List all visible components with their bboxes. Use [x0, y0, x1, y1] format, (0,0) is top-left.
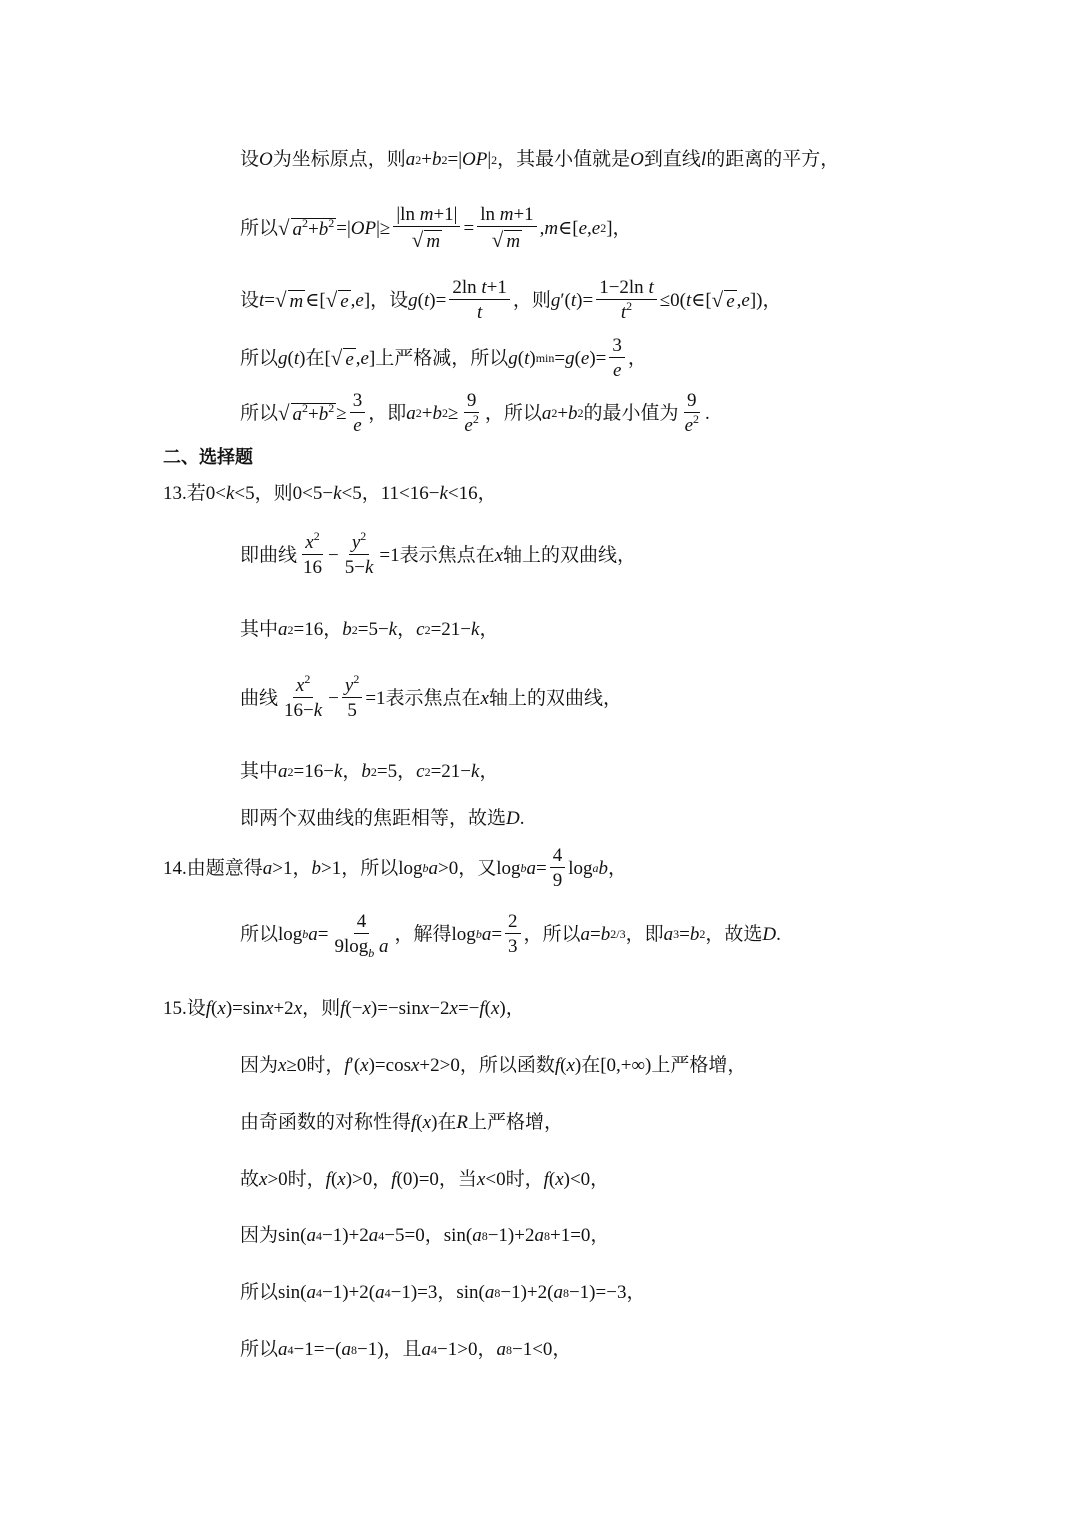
text-line: 故 x >0时， f ( x )>0， f (0)=0，当 x <0时， f ( x )<0， [240, 1169, 610, 1190]
text-line: 所以 a 4 −1=−( a 8 −1)，且 a 4 −1>0， a 8 −1<0， [240, 1339, 572, 1360]
text-line: 因为sin( a 4 −1)+2 a 4 −5=0，sin( a 8 −1)+2 a 8 +1=0， [240, 1225, 610, 1246]
text-line: 14.由题意得 a >1， b >1，所以log b a >0，又log b a = $\frac{4}{9}$ log a b ， [163, 845, 627, 891]
text-line: 即曲线 $\frac{x^2}{16}$ − $\frac{y^2}{5-k}$ =1表示焦点在 x 轴上的双曲线， [240, 529, 637, 578]
text-line: 所以log b a = $\frac{4}{9\log_b a}$ ，解得log b a = $\frac{2}{3}$ ，所以 a = b 2/3 ，即 a 3 = b 2 ，故选 D . [240, 911, 781, 960]
section-heading: 二、选择题 [163, 447, 253, 468]
text-line: 所以 √ $a^2+b^2$ ≥ $\frac{3}{e}$ ，即 a 2 + b 2 ≥ $\frac{9}{e^2}$ ，所以 a 2 + b 2 的最小值为 $\frac{9}{e^2}$ . [240, 390, 710, 436]
text-line: 所以 √ $a^2+b^2$ =| OP |≥ |ln m+1| √ m = ln m+1 √ m , m ∈[ e , e 2 ]， [240, 204, 632, 252]
text-line: 曲线 $\frac{x^2}{16-k}$ − $\frac{y^2}{5}$ =1表示焦点在 x 轴上的双曲线， [240, 672, 622, 721]
text-line: 即两个双曲线的焦距相等，故选 D . [240, 808, 525, 829]
text-line: 所以sin( a 4 −1)+2( a 4 −1)=3，sin( a 8 −1)+2( a 8 −1)=−3， [240, 1282, 646, 1303]
text-line: 设 O 为坐标原点，则 a 2 + b 2 =| OP | 2 ，其最小值就是 O 到直线 l 的距离的平方， [240, 149, 840, 170]
text-line: 因为 x ≥0时， f ′( x )=cos x +2>0，所以函数 f ( x )在[0,+∞)上严格增， [240, 1055, 747, 1076]
text-line: 所以 g ( t )在[ √ e , e ]上严格减，所以 g ( t ) min = g ( e )= $\frac{3}{e}$ ， [240, 335, 647, 381]
text-line: 由奇函数的对称性得 f ( x )在 R 上严格增， [240, 1112, 564, 1133]
text-line: 13.若0< k <5，则0<5− k <5，11<16− k <16， [163, 483, 497, 504]
text-line: 其中 a 2 =16， b 2 =5− k ， c 2 =21− k ， [240, 619, 499, 640]
text-line: 其中 a 2 =16− k ， b 2 =5， c 2 =21− k ， [240, 761, 499, 782]
text-line: 设 t = √ m ∈[ √ e , e ]，设 g ( t )= $\frac{\text{2ln t+1}}{t}$ ，则 g ′( t )= $\frac{\text{1−2ln t}}{t^2}$ ≤0( t ∈[ √ e , e ])， [240, 277, 782, 323]
text-line: 15.设 f ( x )=sin x +2 x ，则 f (− x )=−sin x −2 x =− f ( x )， [163, 998, 525, 1019]
